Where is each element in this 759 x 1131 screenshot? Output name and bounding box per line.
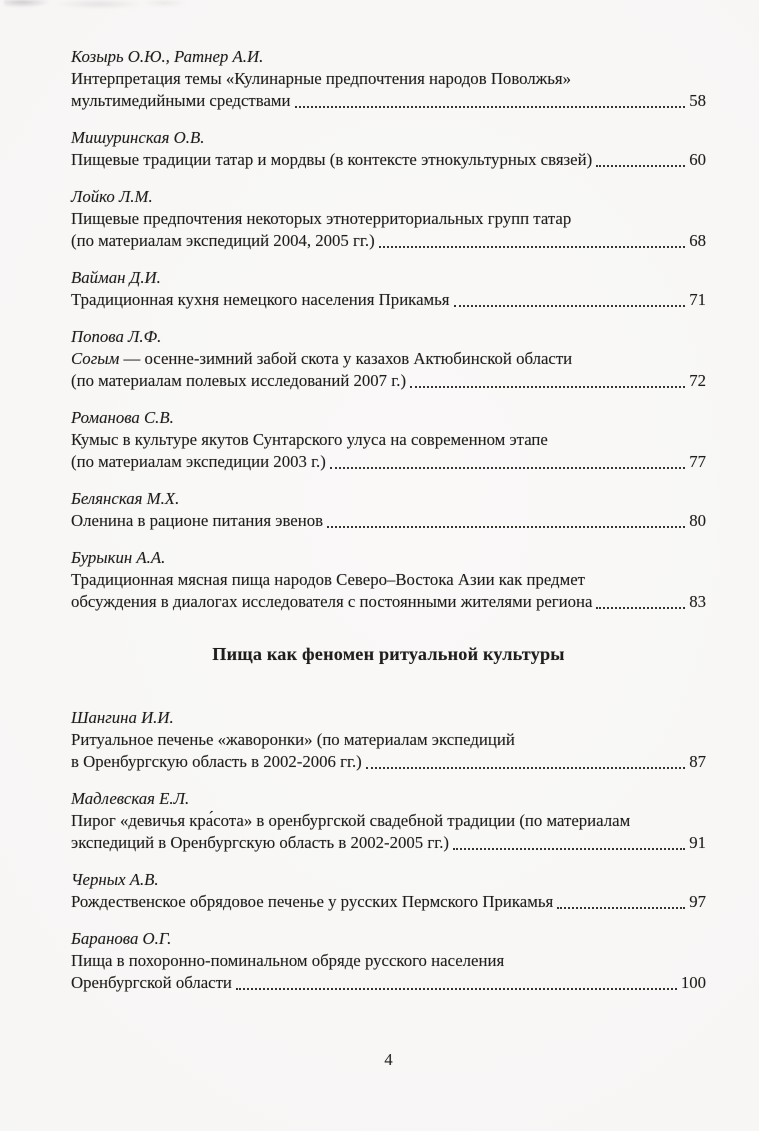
- author-name: Вайман Д.И.: [71, 268, 161, 287]
- dot-leader: [410, 386, 685, 388]
- title-text: Традиционная мясная пища народов Северо–Востока Азии как предмет: [71, 570, 585, 589]
- title-text: Традиционная кухня немецкого населения Прикамья: [71, 290, 450, 309]
- toc-entry: [71, 326, 706, 392]
- page-ref: 80: [689, 511, 706, 530]
- title-line: [71, 591, 706, 613]
- title-text: Согым — осенне-зимний забой скота у казахов Актюбинской области: [71, 349, 573, 368]
- author-name: Бурыкин А.А.: [71, 548, 166, 567]
- title-line: [71, 832, 706, 854]
- dot-leader: [236, 988, 677, 990]
- title-text: Ритуальное печенье «жаворонки» (по материалам экспедиций: [71, 730, 515, 749]
- title-text: в Оренбургскую область в 2002-2006 гг.): [71, 752, 362, 771]
- toc-entry: [71, 547, 706, 613]
- title-line: [71, 891, 706, 913]
- page-ref: 87: [689, 752, 706, 771]
- page-ref: 77: [689, 452, 706, 471]
- toc-entry: [71, 407, 706, 473]
- page-ref: 83: [689, 592, 706, 611]
- title-line: [71, 208, 706, 230]
- dot-leader: [596, 607, 685, 609]
- author-name: Мадлевская Е.Л.: [71, 789, 190, 808]
- toc-entry: [71, 928, 706, 994]
- page-ref: 60: [689, 150, 706, 169]
- title-text: обсуждения в диалогах исследователя с постоянными жителями региона: [71, 592, 593, 611]
- title-line: [71, 751, 706, 773]
- italic-term: Согым: [71, 349, 120, 368]
- toc-entry: [71, 869, 706, 913]
- title-text: (по материалам экспедиции 2003 г.): [71, 452, 326, 471]
- author-name: Шангина И.И.: [71, 708, 174, 727]
- author-name: Мишуринская О.В.: [71, 128, 205, 147]
- page-ref: 97: [689, 892, 706, 911]
- title-line: [71, 429, 706, 451]
- title-text: Пирог «девичья кра́сота» в оренбургской свадебной традиции (по материалам: [71, 811, 631, 830]
- toc-entry: [71, 46, 706, 112]
- title-line: [71, 510, 706, 532]
- section-heading: Пища как феномен ритуальной культуры: [212, 644, 565, 664]
- author-name: Романова С.В.: [71, 408, 174, 427]
- dot-leader: [330, 467, 685, 469]
- title-text: Интерпретация темы «Кулинарные предпочтения народов Поволжья»: [71, 69, 572, 88]
- page-ref: 58: [689, 91, 706, 110]
- title-line: [71, 972, 706, 994]
- dot-leader: [454, 305, 686, 307]
- title-line: [71, 289, 706, 311]
- title-text: мультимедийными средствами: [71, 91, 291, 110]
- page-ref: 100: [680, 973, 706, 992]
- title-text: Кумыс в культуре якутов Сунтарского улуса на современном этапе: [71, 430, 548, 449]
- dot-leader: [596, 165, 685, 167]
- title-line: [71, 810, 706, 832]
- title-text: Рождественское обрядовое печенье у русских Пермского Прикамья: [71, 892, 554, 911]
- title-line: [71, 68, 706, 90]
- toc-entry: [71, 488, 706, 532]
- dot-leader: [295, 106, 686, 108]
- title-line: [71, 451, 706, 473]
- title-line: [71, 230, 706, 252]
- title-text: Пищевые предпочтения некоторых этнотерриториальных групп татар: [71, 209, 572, 228]
- toc-entry: [71, 186, 706, 252]
- title-text: Пищевые традиции татар и мордвы (в контексте этнокультурных связей): [71, 150, 593, 169]
- title-line: [71, 149, 706, 171]
- dot-leader: [453, 848, 685, 850]
- dot-leader: [327, 526, 685, 528]
- author-name: Черных А.В.: [71, 870, 159, 889]
- title-line: [71, 569, 706, 591]
- toc-entry: [71, 127, 706, 171]
- page-ref: 68: [689, 231, 706, 250]
- page-number: 4: [384, 1050, 393, 1069]
- title-text: экспедиций в Оренбургскую область в 2002-2005 гг.): [71, 833, 450, 852]
- author-name: Попова Л.Ф.: [71, 327, 162, 346]
- page-ref: 71: [689, 290, 706, 309]
- author-name: Баранова О.Г.: [71, 929, 172, 948]
- toc-entry: [71, 267, 706, 311]
- page-ref: 91: [689, 833, 706, 852]
- title-text: (по материалам полевых исследований 2007 г.): [71, 371, 407, 390]
- title-line: [71, 950, 706, 972]
- title-line: [71, 729, 706, 751]
- dot-leader: [379, 246, 686, 248]
- toc-entry: [71, 707, 706, 773]
- title-text: Оренбургской области: [71, 973, 232, 992]
- page-ref: 72: [689, 371, 706, 390]
- title-text: Оленина в рационе питания эвенов: [71, 511, 324, 530]
- title-line: [71, 370, 706, 392]
- title-line: [71, 348, 706, 370]
- title-line: [71, 90, 706, 112]
- table-of-contents: [71, 46, 706, 1009]
- dot-leader: [366, 767, 685, 769]
- author-name: Лойко Л.М.: [71, 187, 153, 206]
- dot-leader: [557, 907, 685, 909]
- author-name: Козырь О.Ю., Ратнер А.И.: [71, 47, 264, 66]
- author-name: Белянская М.Х.: [71, 489, 180, 508]
- scan-artifact-smudge: [4, 0, 194, 16]
- title-text: (по материалам экспедиций 2004, 2005 гг.): [71, 231, 375, 250]
- title-text: Пища в похоронно-поминальном обряде русского населения: [71, 951, 505, 970]
- toc-entry: [71, 788, 706, 854]
